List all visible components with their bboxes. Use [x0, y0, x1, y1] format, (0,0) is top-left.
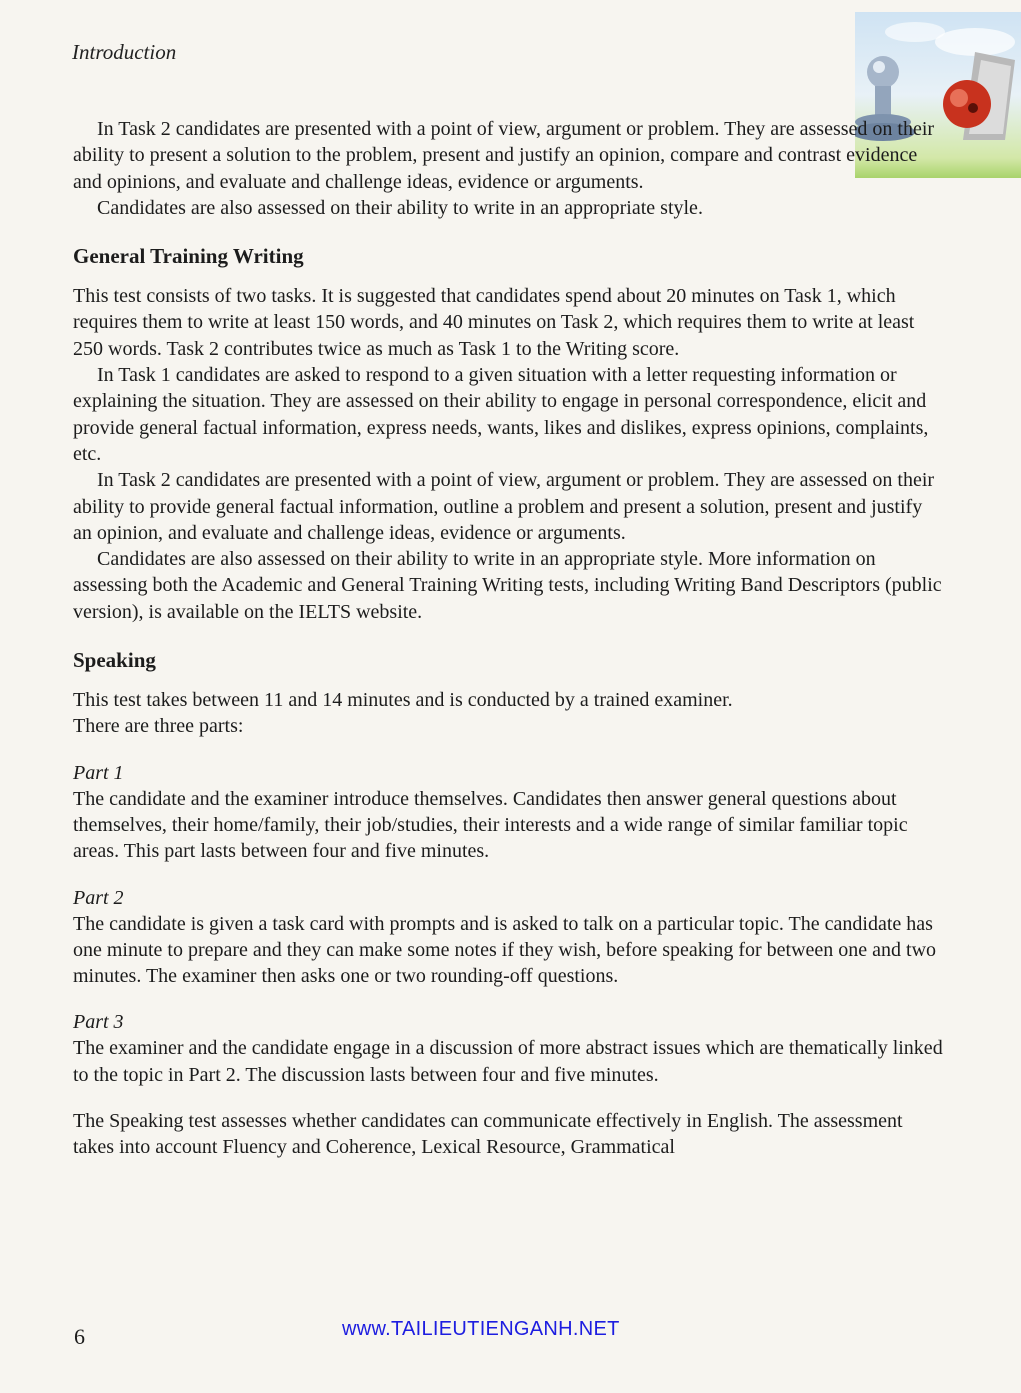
- gt-paragraph: In Task 2 candidates are presented with a point of view, argument or problem. They are assessed on their ability to provide general factual information, outline a problem and present a solution, present and justify an opinion, and evaluate and challenge ideas, evidence or arguments.: [73, 469, 935, 544]
- main-content: [73, 116, 943, 1161]
- running-head: Introduction: [72, 40, 177, 64]
- gt-paragraph: Candidates are also assessed on their ability to write in an appropriate style. More information on assessing both the Academic and General Training Writing tests, including Writing Band Descriptors (public version), is available on the IELTS website.: [73, 548, 942, 623]
- website-link[interactable]: www.TAILIEUTIENGANH.NET: [342, 1318, 620, 1340]
- section-heading-general-training: General Training Writing: [73, 244, 304, 269]
- speaking-closing-paragraph: The Speaking test assesses whether candidates can communicate effectively in English. The assessment takes into account Fluency and Coherence, Lexical Resource, Grammatical: [73, 1110, 903, 1159]
- part-title: Part 3: [73, 1011, 124, 1034]
- part-title: Part 1: [73, 761, 124, 784]
- intro-paragraph: In Task 2 candidates are presented with a point of view, argument or problem. They are assessed on their ability to present a solution to the problem, present and justify an opinion, compare and contrast evidence and opinions, and evaluate and challenge ideas, evidence or arguments.: [73, 118, 935, 193]
- gt-paragraph: This test consists of two tasks. It is suggested that candidates spend about 20 minutes on Task 1, which requires them to write at least 150 words, and 40 minutes on Task 2, which requires them to write at least 250 words. Task 2 contributes twice as much as Task 1 to the Writing score.: [73, 285, 915, 360]
- speaking-intro-line: There are three parts:: [73, 715, 244, 738]
- part-text: The examiner and the candidate engage in a discussion of more abstract issues which are thematically linked to the topic in Part 2. The discussion lasts between four and five minutes.: [73, 1037, 943, 1086]
- page-number: 6: [74, 1324, 85, 1349]
- gt-paragraph: In Task 1 candidates are asked to respond to a given situation with a letter requesting information or explaining the situation. They are assessed on their ability to engage in personal correspondence, elicit and provide general factual information, express needs, wants, likes and dislikes, express opinions, complaints, etc.: [73, 364, 929, 465]
- speaking-intro-line: This test takes between 11 and 14 minutes and is conducted by a trained examiner.: [73, 689, 733, 712]
- intro-paragraph: Candidates are also assessed on their ability to write in an appropriate style.: [97, 196, 703, 219]
- part-title: Part 2: [73, 886, 124, 909]
- part-text: The candidate and the examiner introduce themselves. Candidates then answer general questions about themselves, their home/family, their job/studies, their interests and a wide range of similar familiar topic areas. This part lasts between four and five minutes.: [73, 787, 908, 863]
- section-heading-speaking: Speaking: [73, 648, 156, 673]
- part-text: The candidate is given a task card with prompts and is asked to talk on a particular topic. The candidate has one minute to prepare and they can make some notes if they wish, before speaking for between one and two minutes. The examiner then asks one or two rounding-off questions.: [73, 912, 937, 988]
